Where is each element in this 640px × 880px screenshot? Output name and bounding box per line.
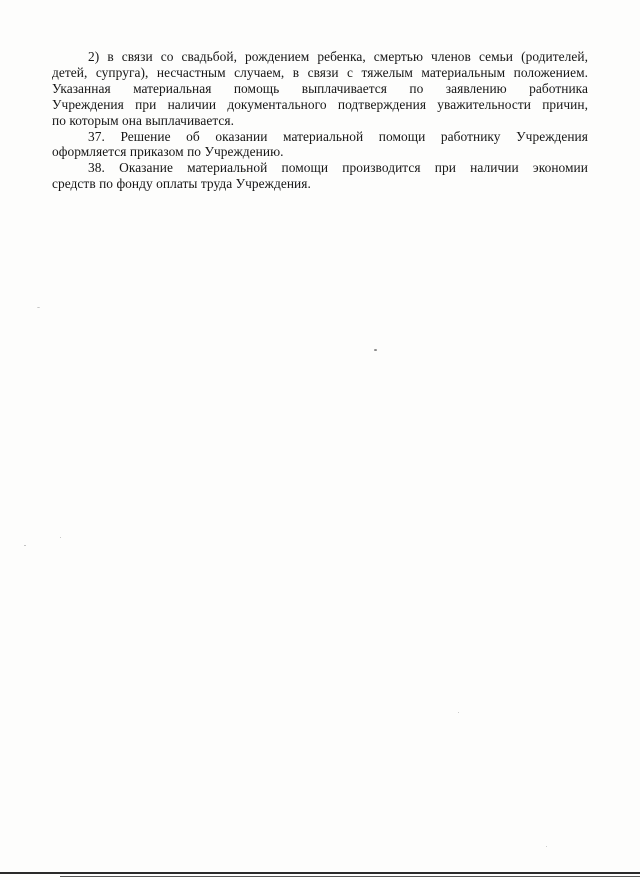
text-line: 37. Решение об оказании материальной помощи работнику Учреждения xyxy=(88,128,588,144)
paragraph-item-38 xyxy=(52,160,588,192)
text-line: по которым она выплачивается. xyxy=(52,112,235,128)
scan-speck xyxy=(374,349,377,351)
scan-speck xyxy=(458,712,459,713)
text-line: Учреждения при наличии документального подтверждения уважительности причин, xyxy=(52,96,588,112)
scan-speck xyxy=(37,307,40,308)
scan-speck xyxy=(24,545,26,546)
document-body xyxy=(52,49,588,192)
text-line: средств по фонду оплаты труда Учреждения. xyxy=(52,176,311,192)
text-line: оформляется приказом по Учреждению. xyxy=(52,144,284,160)
scan-speck xyxy=(60,537,61,538)
paragraph-item-2 xyxy=(52,49,588,129)
scan-bottom-edge xyxy=(0,872,640,874)
text-line: 2) в связи со свадьбой, рождением ребенка, смертью членов семьи (родителей, xyxy=(88,49,588,64)
text-line: Указанная материальная помощь выплачивается по заявлению работника xyxy=(52,80,588,96)
paragraph-item-37 xyxy=(52,129,588,161)
scan-bottom-edge-shadow xyxy=(60,876,640,877)
text-line: 38. Оказание материальной помощи производится при наличии экономии xyxy=(88,160,588,176)
text-line: детей, супруга), несчастным случаем, в связи с тяжелым материальным положением. xyxy=(52,64,588,80)
scan-speck xyxy=(546,846,547,847)
